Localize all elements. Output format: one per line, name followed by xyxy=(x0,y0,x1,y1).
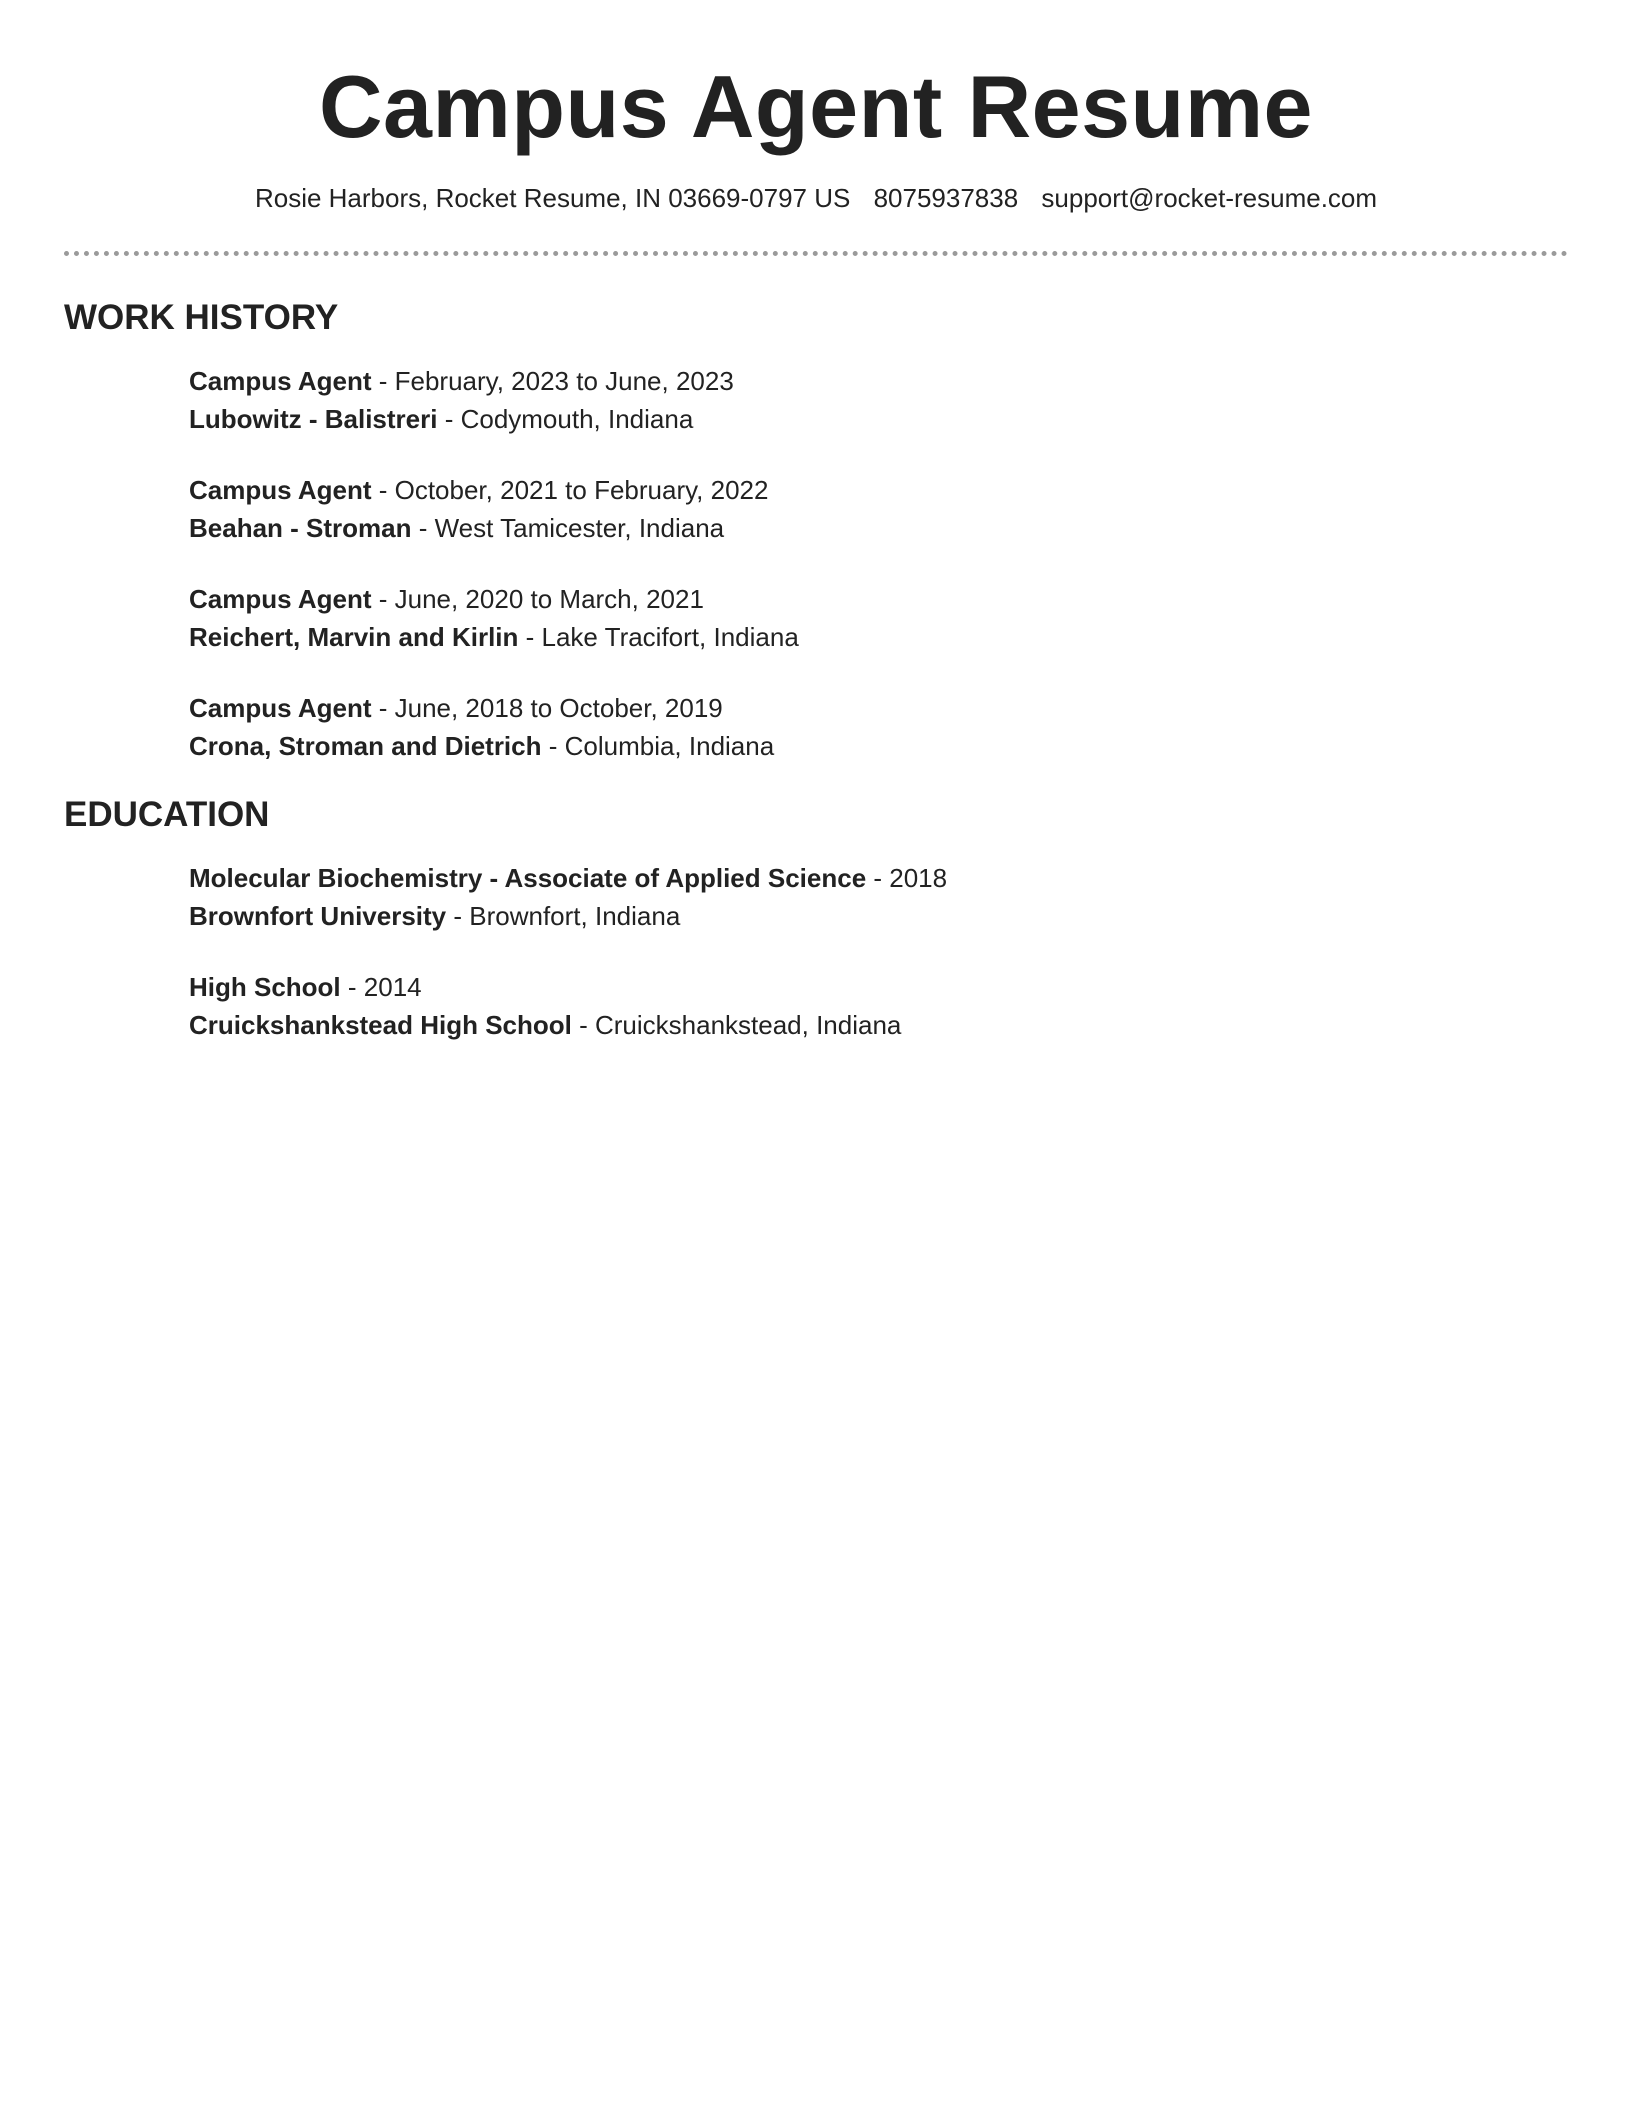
work-entry xyxy=(189,362,1489,438)
work-entry-title-line: Campus Agent - February, 2023 to June, 2023 xyxy=(189,366,734,396)
education-entry-year: 2018 xyxy=(889,863,948,893)
work-entry-location: Columbia, Indiana xyxy=(564,731,775,761)
contact-email: support@rocket-resume.com xyxy=(1041,183,1378,213)
work-entry-role: Campus Agent xyxy=(189,584,372,614)
header-divider xyxy=(64,251,1568,256)
education-entry-location: Cruickshankstead, Indiana xyxy=(594,1010,902,1040)
work-entry-title-line: Campus Agent - October, 2021 to February, 2022 xyxy=(189,475,769,505)
education-entry-school: Brownfort University xyxy=(189,901,447,931)
education-entry-degree-line: Molecular Biochemistry - Associate of Applied Science - 2018 xyxy=(189,863,948,893)
contact-phone: 8075937838 xyxy=(873,183,1019,213)
work-entry-company-line: Beahan - Stroman - West Tamicester, Indiana xyxy=(189,513,725,543)
work-entry-company-line: Lubowitz - Balistreri - Codymouth, Indiana xyxy=(189,404,694,434)
work-entry-company: Lubowitz - Balistreri xyxy=(189,404,438,434)
contact-line xyxy=(0,178,1632,218)
work-history-heading: WORK HISTORY xyxy=(64,298,339,337)
contact-address: Rosie Harbors, Rocket Resume, IN 03669-0797 US xyxy=(254,183,851,213)
education-entry-school: Cruickshankstead High School xyxy=(189,1010,572,1040)
work-entry xyxy=(189,580,1489,656)
work-entry-role: Campus Agent xyxy=(189,475,372,505)
education-entry-degree: High School xyxy=(189,972,341,1002)
work-entry-role: Campus Agent xyxy=(189,366,372,396)
work-entry-dates: February, 2023 to June, 2023 xyxy=(394,366,734,396)
work-entry-location: Lake Tracifort, Indiana xyxy=(541,622,799,652)
education-entry-school-line: Cruickshankstead High School - Cruickshankstead, Indiana xyxy=(189,1010,902,1040)
work-entry-dates: June, 2020 to March, 2021 xyxy=(394,584,704,614)
work-entry-company: Reichert, Marvin and Kirlin xyxy=(189,622,519,652)
work-entry xyxy=(189,689,1489,765)
education-entry xyxy=(189,859,1489,935)
work-entry-location: Codymouth, Indiana xyxy=(460,404,694,434)
education-entry xyxy=(189,968,1489,1044)
education-entry-year: 2014 xyxy=(363,972,422,1002)
education-entry-degree: Molecular Biochemistry - Associate of Applied Science xyxy=(189,863,867,893)
work-entry-role: Campus Agent xyxy=(189,693,372,723)
work-entry-title-line: Campus Agent - June, 2020 to March, 2021 xyxy=(189,584,704,614)
education-heading: EDUCATION xyxy=(64,795,270,834)
page-title: Campus Agent Resume xyxy=(319,57,1313,156)
work-entry-company-line: Crona, Stroman and Dietrich - Columbia, Indiana xyxy=(189,731,775,761)
education-entry-degree-line: High School - 2014 xyxy=(189,972,422,1002)
work-entry-title-line: Campus Agent - June, 2018 to October, 2019 xyxy=(189,693,723,723)
education-entry-location: Brownfort, Indiana xyxy=(469,901,681,931)
work-entry-company: Beahan - Stroman xyxy=(189,513,412,543)
work-entry-company: Crona, Stroman and Dietrich xyxy=(189,731,542,761)
work-entry-dates: October, 2021 to February, 2022 xyxy=(394,475,769,505)
education-entry-school-line: Brownfort University - Brownfort, Indiana xyxy=(189,901,681,931)
work-entry-dates: June, 2018 to October, 2019 xyxy=(394,693,723,723)
work-entry-company-line: Reichert, Marvin and Kirlin - Lake Tracifort, Indiana xyxy=(189,622,799,652)
work-entry xyxy=(189,471,1489,547)
work-entry-location: West Tamicester, Indiana xyxy=(434,513,725,543)
